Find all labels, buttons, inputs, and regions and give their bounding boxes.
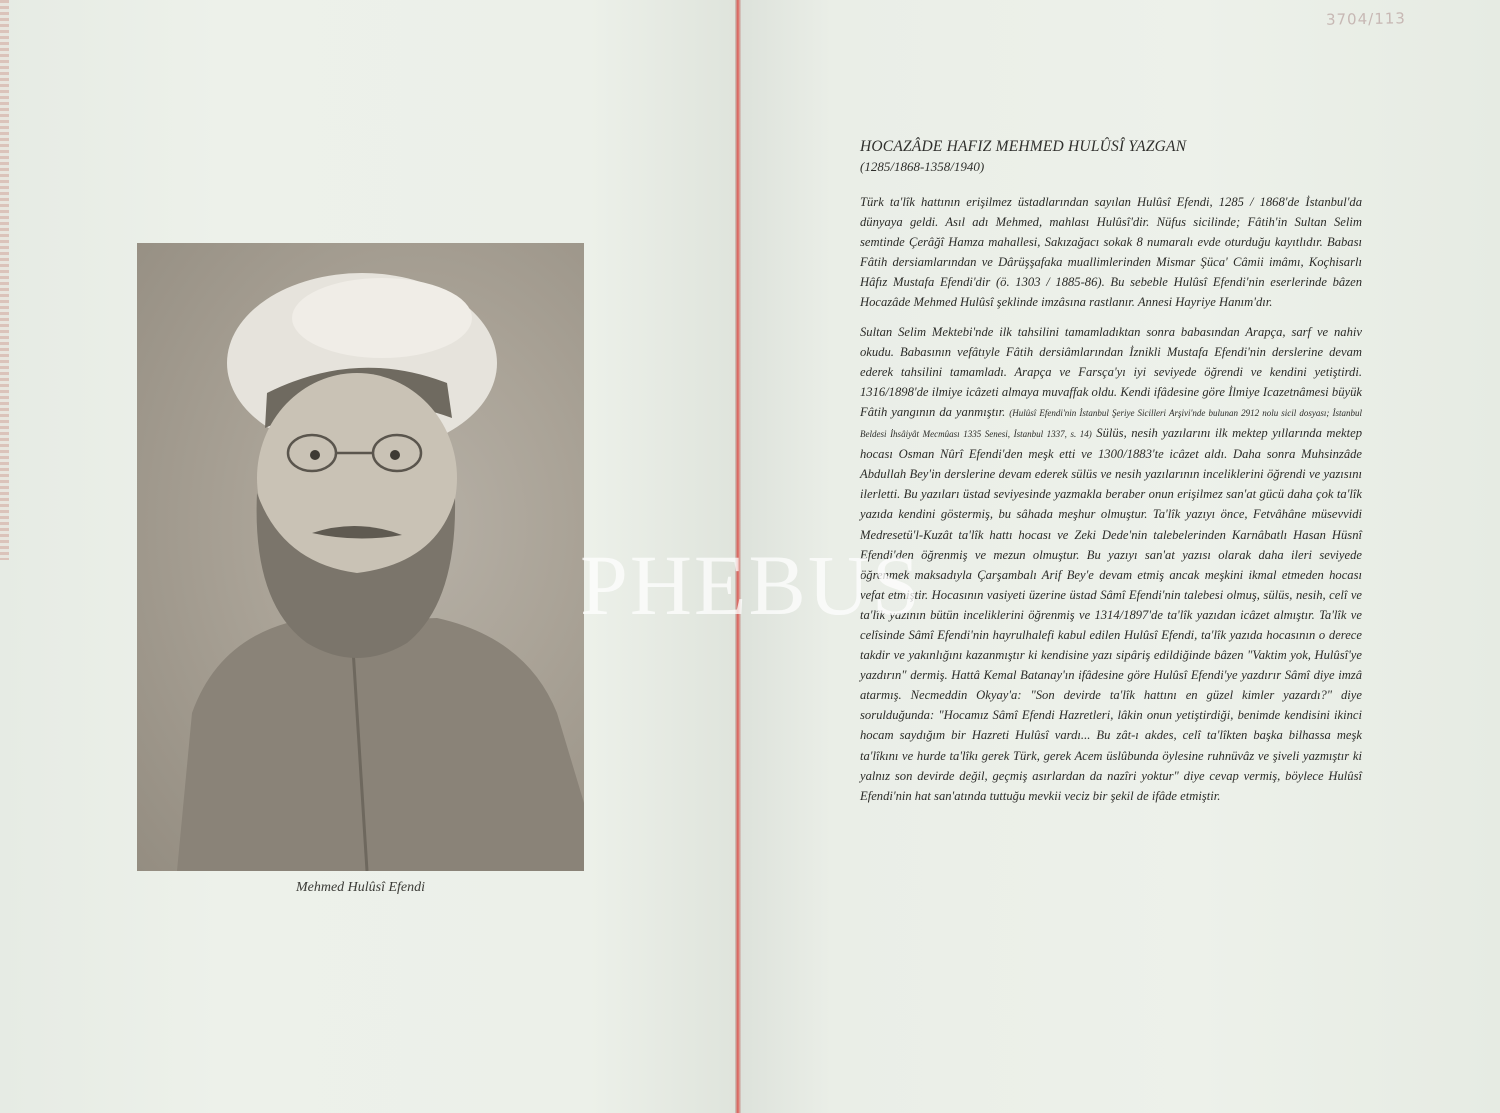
article-title: HOCAZÂDE HAFIZ MEHMED HULÛSÎ YAZGAN bbox=[860, 138, 1187, 155]
watermark: PHEBUS bbox=[580, 537, 922, 633]
article-dates: (1285/1868-1358/1940) bbox=[860, 159, 985, 174]
paragraph-2 bbox=[860, 322, 1362, 806]
paragraph-2-continued: Sülüs, nesih yazılarını ilk mektep yıllarında mektep hocası Osman Nûrî Efendi'den meşk etti ve 1300/1883'te icâzet aldı. Daha sonra Muhsinzâde Abdullah Bey'in derslerine devam ederek sülüs ve nesih yazılarının inceliklerini öğrendi ve yazısını ilerletti. Bu yazıları üstad seviyesinde yazmakla beraber onun erişilmez san'at gücü daha çok ta'lîk yazıda kendini göstermiş, bu sâhada meşhur olmuştur. Ta'lîk yazıyı önce, Fetvâhâne müsevvidi Medresetü'l-Kuzât ta'lîk hattı hocası ve Zeki Dede'nin talebelerinden Karnâbatlı Hasan Hüsnî Efendi'den öğrenmiş ve mezun olmuştur. Bu yazıyı san'at yazısı olarak daha ileri seviyede öğrenmek maksadıyla Çarşambalı Arif Bey'e devam etmiş ancak meşkini ikmal etmeden hocası vefat etmiştir. Hocasının vasiyeti üzerine üstad Sâmî Efendi'nin talebesi olmuş, sülüs, nesih, celî ve ta'lîk yazının bütün inceliklerini öğrenmiş ve 1314/1897'de ta'lîk yazıdan icâzet almıştır. Ta'lîk ve celîsinde Sâmî Efendi'nin hayrulhalefi kabul edilen Hulûsî Efendi, ta'lîk yazıda hocasının o derece takdir ve yakınlığını kazanmıştır ki kendisine yazı sipâriş edildiğinde bâzen "Vaktim yok, Hulûsî'ye yazdırın" dermiş. Hattâ Kemal Batanay'ın ifâdesine göre Hulûsî Efendi'ye yazdırır Sâmî diye imzâ atarmış. Necmeddin Okyay'a: "Son devirde ta'lîk hattını en güzel kimler yazardı?" diye sorulduğunda: "Hocamız Sâmî Efendi Hazretleri, lâkin onun yetiştirdiği, benimde kendisini ikinci hocam saydığım bir Hazreti Hulûsî vardı... Bu zât-ı akdes, celî ta'lîkten başka bilhassa meşk ta'lîkını ve hurde ta'lîkı gerek Türk, gerek Acem üslûbunda öylesine ruhnüvâz ve şiveli yazmıştır ki yalnız son devirde değil, geçmiş asırlardan da nazîri yoktur" diye cevap vermiş, böylece Hulûsî Efendi'nin hat san'atında tuttuğu mevkii veciz bir şekil de ifâde etmiştir. bbox=[860, 426, 1363, 803]
pencil-inventory-note: 3704/113 bbox=[1325, 9, 1407, 29]
portrait-photo bbox=[137, 243, 584, 871]
paragraph-2-text: Sultan Selim Mektebi'nde ilk tahsilini tamamladıktan sonra babasından Arapça, sarf ve nahiv okudu. Babasının vefâtıyle Fâtih dersiâmlarından İznikli Mustafa Efendi'nin derslerine devam ederek tahsilini tamamladı. Arapça ve Farsça'yı iyi seviyede öğrendi ve kendini yetiştirdi. 1316/1898'de ilmiye icâzeti almaya muvaffak oldu. Kendi ifâdesine göre İlmiye Icazetnâmesi büyük Fâtih yangının da yanmıştır. bbox=[860, 324, 1362, 419]
paragraph-2-citation: (Hulûsî Efendi'nin İstanbul Şeriye Sicilleri Arşivi'nde bulunan 2912 nolu sicil dosyası; İstanbul Beldesi İhsâiyât Mecmûası 1335 Senesi, İstanbul 1337, s. 14) bbox=[860, 407, 1362, 440]
paragraph-1: Türk ta'lîk hattının erişilmez üstadlarından sayılan Hulûsî Efendi, 1285 / 1868'de İstanbul'da dünyaya geldi. Asıl adı Mehmed, mahlası Hulûsî'dir. Nüfus sicilinde; Fâtih'in Sultan Selim semtinde Çerâğî Hamza mahallesi, Sakızağacı sokak 8 numaralı evde oturduğu kayıtlıdır. Babası Fâtih dersiamlarından ve Dârüşşafaka muallimlerinden Mismar Şüca' Câmii imâmı, Koçhisarlı Hâfız Mustafa Efendi'dir (ö. 1303 / 1885-86). Bu sebeble Hulûsî Efendi'nin eserlerinde bâzen Hocazâde Mehmed Hulûsî şeklinde imzâsına rastlanır. Annesi Hayriye Hanım'dır. bbox=[860, 195, 1362, 310]
page-edge bbox=[0, 0, 9, 560]
portrait-illustration bbox=[137, 243, 584, 871]
photo-caption: Mehmed Hulûsî Efendi bbox=[295, 880, 426, 895]
article-body bbox=[860, 192, 1362, 815]
